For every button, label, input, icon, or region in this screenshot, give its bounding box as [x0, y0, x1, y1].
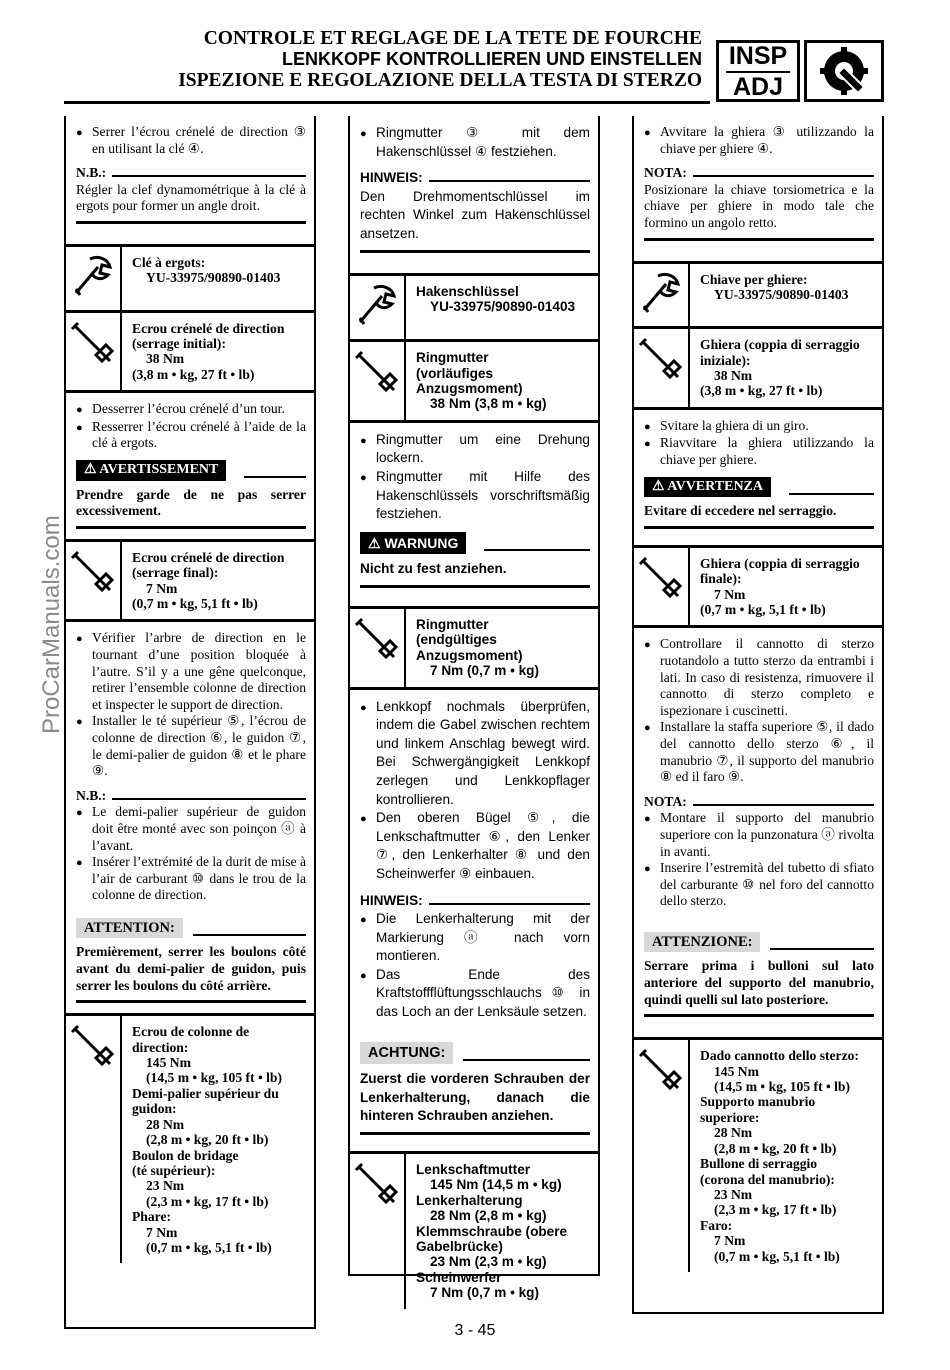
- torque-spec: Ghiera (coppia di serraggio iniziale): 38 Nm (3,8 m • kg, 27 ft • lb): [634, 329, 882, 410]
- watermark: ProCarManuals.com: [38, 515, 65, 734]
- list-item: ● Den oberen Bügel ⑤, die Lenkschaftmutter ⑥, den Lenker ⑦, den Lenkerhalter ⑧ und den Scheinwerfer ⑨ einbauen.: [360, 810, 590, 881]
- torque-spec: Ecrou crénelé de direction (serrage initial): 38 Nm (3,8 m • kg, 27 ft • lb): [66, 313, 314, 394]
- column-german: [348, 116, 600, 1301]
- attention-text: Serrare prima i bulloni sul lato anteriore del supporto del manubrio, quindi quelli sul lato posteriore.: [644, 958, 874, 1007]
- list-item: ● Le demi-palier supérieur de guidon doit être monté avec son poinçon ⓐ à l’avant.: [76, 804, 306, 853]
- list-item: ● Riavvitare la ghiera utilizzando la chiave per ghiere.: [644, 435, 874, 467]
- special-tool-icon: [350, 276, 406, 340]
- list-item: ● Ringmutter ③ mit dem Hakenschlüssel ④ festziehen.: [360, 125, 590, 159]
- torque-wrench-icon: [66, 313, 122, 391]
- torque-wrench-icon: [66, 1016, 122, 1263]
- attention-label: ATTENTION:: [76, 918, 306, 939]
- torque-wrench-icon: [350, 609, 406, 687]
- special-tool-icon: [66, 247, 122, 310]
- list-item: ● Das Ende des Kraftstoffflüftungsschlauchs ⑩ in das Loch an der Lenksäule setzen.: [360, 966, 590, 1020]
- tool-spec: Clé à ergots: YU-33975/90890-01403: [66, 244, 314, 313]
- column-french: [64, 116, 316, 1329]
- warning-text: Prendre garde de ne pas serrer excessivement.: [76, 486, 306, 519]
- torque-spec: Dado cannotto dello sterzo: 145 Nm (14,5 m • kg, 105 ft • lb) Supporto manubrio superiore: 28 Nm (2,8 m • kg, 20 ft • lb) Bullone di serraggio (corona del manubrio): 23 Nm (2,3 m • kg, 17 ft • lb) Faro: 7 Nm (0,7 m • kg, 5,1 ft • lb): [634, 1037, 882, 1272]
- warning-label: ⚠ AVERTISSEMENT: [76, 460, 306, 481]
- list-item: ● Installer le té supérieur ⑤, l’écrou de colonne de direction ⑥, le guidon ⑦, le demi-palier de guidon ⑧ et le phare ⑨.: [76, 713, 306, 779]
- nb-text: Régler la clef dynamométrique à la clé à ergots pour former un angle droit.: [76, 181, 306, 214]
- torque-wrench-icon: [634, 548, 690, 626]
- badge-top: INSP: [728, 42, 788, 70]
- list-item: ● Lenkkopf nochmals überprüfen, indem die Gabel zwischen rechtem und linkem Anschlag bewegt wird. Bei Schwergängigkeit Lenkkopf zerlegen und Lenkkopflager kontrollieren.: [360, 698, 590, 807]
- attention-label: ATTENZIONE:: [644, 932, 874, 953]
- title-de: LENKKOPF KONTROLLIEREN UND EINSTELLEN: [281, 49, 702, 69]
- nb-label: HINWEIS:: [360, 169, 590, 188]
- page-header: [60, 28, 702, 91]
- list-item: ● Controllare il cannotto di sterzo ruotandolo a tutto sterzo da entrambi i lati. In caso di resistenza, rimuovere il cannotto di sterzo completo e ispezionare i cuscinetti.: [644, 636, 874, 718]
- list-item: ● Avvitare la ghiera ③ utilizzando la chiave per ghiere ④.: [644, 124, 874, 156]
- wrench-gear-icon: [804, 40, 884, 102]
- warning-text: Evitare di eccedere nel serraggio.: [644, 503, 837, 519]
- header-rule: [64, 101, 710, 104]
- warning-text: Nicht zu fest anziehen.: [360, 561, 507, 577]
- torque-wrench-icon: [350, 1154, 406, 1309]
- list-item: ● Svitare la ghiera di un giro.: [644, 417, 809, 433]
- attention-text: Zuerst die vorderen Schrauben der Lenkerhalterung, danach die hinteren Schrauben anziehen.: [360, 1071, 590, 1124]
- attention-label: ACHTUNG:: [360, 1042, 590, 1065]
- torque-spec: Ringmutter (endgültiges Anzugsmoment) 7 Nm (0,7 m • kg): [350, 606, 598, 690]
- nb-label: NOTA:: [644, 794, 874, 811]
- warning-label: ⚠ WARNUNG: [360, 532, 590, 555]
- torque-spec: Ecrou crénelé de direction (serrage final): 7 Nm (0,7 m • kg, 5,1 ft • lb): [66, 539, 314, 623]
- nb-label: N.B.:: [76, 788, 306, 805]
- list-item: ● Installare la staffa superiore ⑤, il dado del cannotto dello sterzo ⑥, il manubrio ⑦, il supporto del manubrio ⑧ ed il faro ⑨.: [644, 719, 874, 785]
- list-item: ● Resserrer l’écrou crénelé à l’aide de la clé à ergots.: [76, 418, 306, 451]
- badge-bottom: ADJ: [732, 73, 783, 101]
- title-it: ISPEZIONE E REGOLAZIONE DELLA TESTA DI STERZO: [178, 70, 702, 91]
- insp-adj-badge: [716, 40, 800, 102]
- list-item: ● Montare il supporto del manubrio superiore con la punzonatura ⓐ rivolta in avanti.: [644, 810, 874, 859]
- attention-text: Premièrement, serrer les boulons côté avant du demi-palier de guidon, puis serrer les boulons du côté arrière.: [76, 944, 306, 993]
- tool-spec: Hakenschlüssel YU-33975/90890-01403: [350, 273, 598, 343]
- list-item: ● Inserire l’estremità del tubetto di sfiato del carburante ⑩ nel foro del cannotto dello sterzo.: [644, 860, 874, 909]
- torque-spec: Ghiera (coppia di serraggio finale): 7 Nm (0,7 m • kg, 5,1 ft • lb): [634, 545, 882, 629]
- page-number: 3 - 45: [454, 1322, 496, 1339]
- tool-spec: Chiave per ghiere: YU-33975/90890-01403: [634, 261, 882, 330]
- torque-wrench-icon: [634, 1040, 690, 1272]
- list-item: ● Insérer l’extrémité de la durit de mise à l’air de carburant ⑩ dans le trou de la colonne de direction.: [76, 854, 307, 903]
- list-item: ● Serrer l’écrou crénelé de direction ③ en utilisant la clé ④.: [76, 124, 306, 156]
- column-italian: [632, 116, 884, 1314]
- torque-wrench-icon: [66, 542, 122, 620]
- warning-label: ⚠ AVVERTENZA: [644, 477, 874, 498]
- list-item: ● Desserrer l’écrou crénelé d’un tour.: [76, 401, 285, 417]
- torque-wrench-icon: [350, 342, 406, 420]
- torque-spec: Ecrou de colonne de direction: 145 Nm (14,5 m • kg, 105 ft • lb) Demi-palier supérieur du guidon: 28 Nm (2,8 m • kg, 20 ft • lb) Boulon de bridage (té supérieur): 23 Nm (2,3 m • kg, 17 ft • lb) Phare: 7 Nm (0,7 m • kg, 5,1 ft • lb): [66, 1013, 314, 1263]
- special-tool-icon: [634, 264, 690, 327]
- nb-label: N.B.:: [76, 165, 306, 182]
- list-item: ● Ringmutter mit Hilfe des Hakenschlüssels vorschriftsmäßig festziehen.: [360, 468, 590, 522]
- torque-spec: Lenkschaftmutter 145 Nm (14,5 m • kg) Lenkerhalterung 28 Nm (2,8 m • kg) Klemmschraube (obere Gabelbrücke) 23 Nm (2,3 m • kg) Scheinwerfer 7 Nm (0,7 m • kg): [350, 1151, 598, 1309]
- torque-spec: Ringmutter (vorläufiges Anzugsmoment) 38 Nm (3,8 m • kg): [350, 342, 598, 423]
- nb-text: Posizionare la chiave torsiometrica e la chiave per ghiere in modo tale che formino un angolo retto.: [644, 181, 874, 230]
- list-item: ● Ringmutter um eine Drehung lockern.: [360, 431, 590, 466]
- title-fr: CONTROLE ET REGLAGE DE LA TETE DE FOURCHE: [203, 28, 702, 49]
- torque-wrench-icon: [634, 329, 690, 407]
- nb-label: HINWEIS:: [360, 892, 590, 911]
- list-item: ● Die Lenkerhalterung mit der Markierung ⓐ nach vorn montieren.: [360, 911, 590, 964]
- list-item: ● Vérifier l’arbre de direction en le tournant d’une position bloquée à l’autre. S’il y a une gêne quelconque, retirer l’ensemble colonne de direction et inspecter le support de direction.: [76, 630, 306, 712]
- nb-text: Den Drehmomentschlüssel im rechten Winkel zum Hakenschlüssel ansetzen.: [360, 188, 590, 241]
- nb-label: NOTA:: [644, 165, 874, 182]
